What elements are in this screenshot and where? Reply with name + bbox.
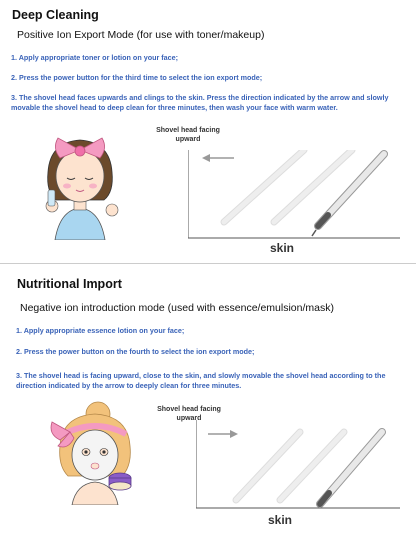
section1-step-3: 3. The shovel head faces upwards and clings to the skin. Press the direction indicated by the arrow and slowly movable the shovel head to deep clean for three minutes, then wash your face with warm water.: [11, 93, 389, 112]
section1-step-2: 2. Press the power button for the third time to select the ion export mode;: [11, 73, 263, 82]
section1-subtitle: Positive Ion Export Mode (for use with toner/makeup): [17, 29, 265, 41]
section1-device-figure: [188, 150, 400, 242]
girl-mask-illustration: [40, 400, 150, 505]
section2-title: Nutritional Import: [17, 277, 122, 291]
section1-title: Deep Cleaning: [12, 8, 99, 22]
section2-step-1: 1. Apply appropriate essence lotion on your face;: [16, 326, 185, 335]
section2-figure-label: Shovel head facing upward: [157, 406, 221, 422]
section-divider: [0, 263, 416, 264]
section1-figure-label: Shovel head facing upward: [156, 127, 220, 143]
section2-step-2: 2. Press the power button on the fourth to select the ion export mode;: [16, 347, 255, 356]
section2-subtitle: Negative ion introduction mode (used with essence/emulsion/mask): [20, 302, 334, 314]
section2-skin-label: skin: [268, 513, 293, 527]
section1-step-1: 1. Apply appropriate toner or lotion on your face;: [11, 53, 179, 62]
section2-device-figure: [196, 420, 400, 512]
section1-skin-label: skin: [270, 241, 295, 255]
girl-toner-illustration: [30, 130, 130, 240]
section2-step-3: 3. The shovel head is facing upward, close to the skin, and slowly movable the shovel head according to the direction indicated by the arrow to deeply clean for three minutes.: [16, 371, 386, 390]
